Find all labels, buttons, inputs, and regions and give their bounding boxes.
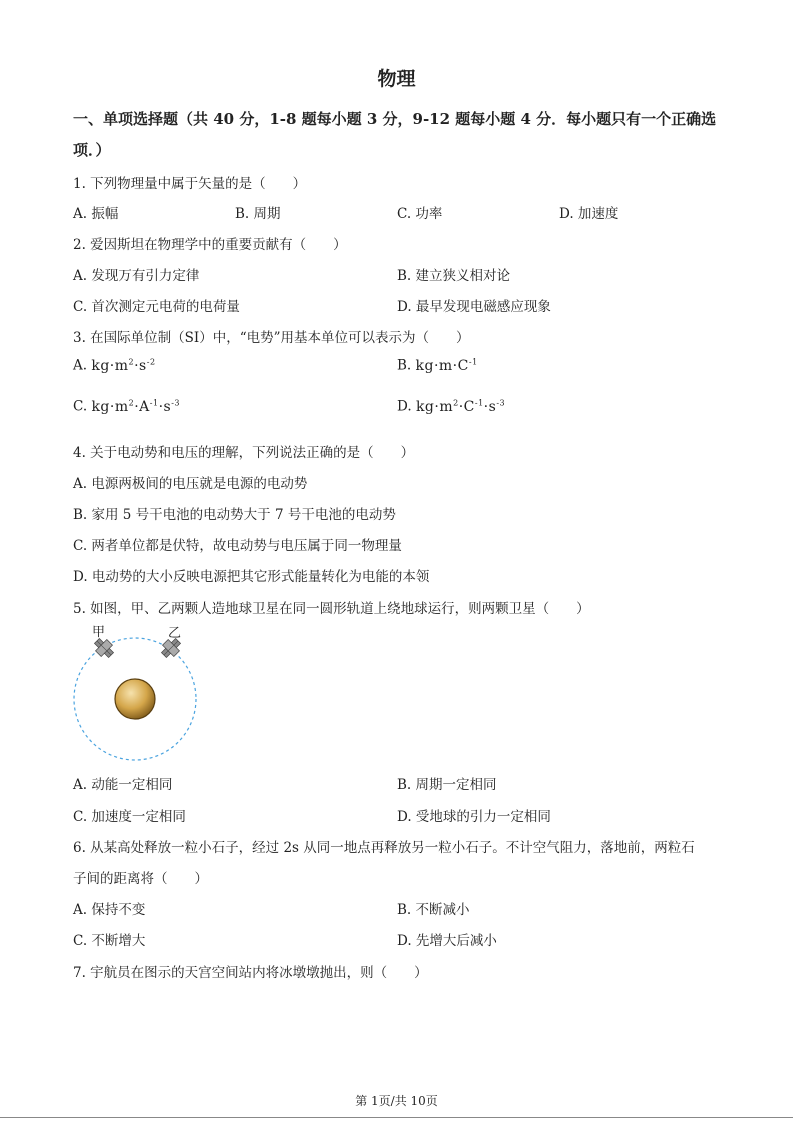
question-4-stem: 4. 关于电动势和电压的理解，下列说法正确的是（ ）	[73, 445, 415, 461]
q6-option-b: B. 不断减小	[397, 902, 470, 918]
q3-option-b: B. $kg\cdot m\cdot C^{-1}$	[397, 357, 478, 374]
question-6-stem-line2: 子间的距离将（ ）	[73, 871, 208, 887]
question-3-stem: 3. 在国际单位制（SI）中，“电势”用基本单位可以表示为（ ）	[73, 330, 470, 346]
q2-option-d: D. 最早发现电磁感应现象	[397, 299, 551, 315]
q1-option-c: C. 功率	[397, 206, 443, 222]
q4-option-d: D. 电动势的大小反映电源把其它形式能量转化为电能的本领	[73, 569, 430, 585]
q5-option-a: A. 动能一定相同	[73, 777, 173, 793]
section-heading-line1: 一、单项选择题（共 40 分，1-8 题每小题 3 分，9-12 题每小题 4 分．每小题只有一个正确选	[73, 110, 717, 128]
q6-option-d: D. 先增大后减小	[397, 933, 497, 949]
orbit-diagram	[68, 620, 208, 765]
q3-option-c: C. $kg\cdot m^2\cdot A^{-1}\cdot s^{-3}$	[73, 398, 180, 415]
satellite-yi-label: 乙	[168, 626, 182, 641]
page-footer: 第 1页/共 10页	[355, 1094, 438, 1108]
question-6-stem-line1: 6. 从某高处释放一粒小石子，经过 2s 从同一地点再释放另一粒小石子。不计空气阻力，落地前，两粒石	[73, 840, 695, 856]
q4-option-a: A. 电源两极间的电压就是电源的电动势	[73, 476, 308, 492]
q4-option-b: B. 家用 5 号干电池的电动势大于 7 号干电池的电动势	[73, 507, 396, 523]
q6-option-c: C. 不断增大	[73, 933, 146, 949]
question-5-stem: 5. 如图，甲、乙两颗人造地球卫星在同一圆形轨道上绕地球运行，则两颗卫星（ ）	[73, 601, 590, 617]
earth-icon	[115, 679, 155, 719]
q6-option-a: A. 保持不变	[73, 902, 146, 918]
question-7-stem: 7. 宇航员在图示的天宫空间站内将冰墩墩抛出，则（ ）	[73, 965, 428, 981]
q2-option-c: C. 首次测定元电荷的电荷量	[73, 299, 240, 315]
q4-option-c: C. 两者单位都是伏特，故电动势与电压属于同一物理量	[73, 538, 402, 554]
q3-option-a: A. $kg\cdot m^2\cdot s^{-2}$	[73, 357, 156, 374]
section-heading-line2: 项．）	[73, 141, 111, 159]
q5-option-d: D. 受地球的引力一定相同	[397, 809, 551, 825]
page-title: 物理	[377, 68, 416, 90]
q1-option-d: D. 加速度	[559, 206, 619, 222]
q3-option-d: D. $kg\cdot m^2\cdot C^{-1}\cdot s^{-3}$	[397, 398, 506, 415]
q1-option-a: A. 振幅	[73, 206, 119, 222]
bottom-divider	[0, 1117, 793, 1118]
question-2-stem: 2. 爱因斯坦在物理学中的重要贡献有（ ）	[73, 237, 347, 253]
satellite-jia-label: 甲	[92, 625, 106, 640]
q2-option-a: A. 发现万有引力定律	[73, 268, 200, 284]
q1-option-b: B. 周期	[235, 206, 281, 222]
q5-option-c: C. 加速度一定相同	[73, 809, 186, 825]
q5-option-b: B. 周期一定相同	[397, 777, 497, 793]
q2-option-b: B. 建立狭义相对论	[397, 268, 511, 284]
question-1-stem: 1. 下列物理量中属于矢量的是（ ）	[73, 176, 307, 192]
